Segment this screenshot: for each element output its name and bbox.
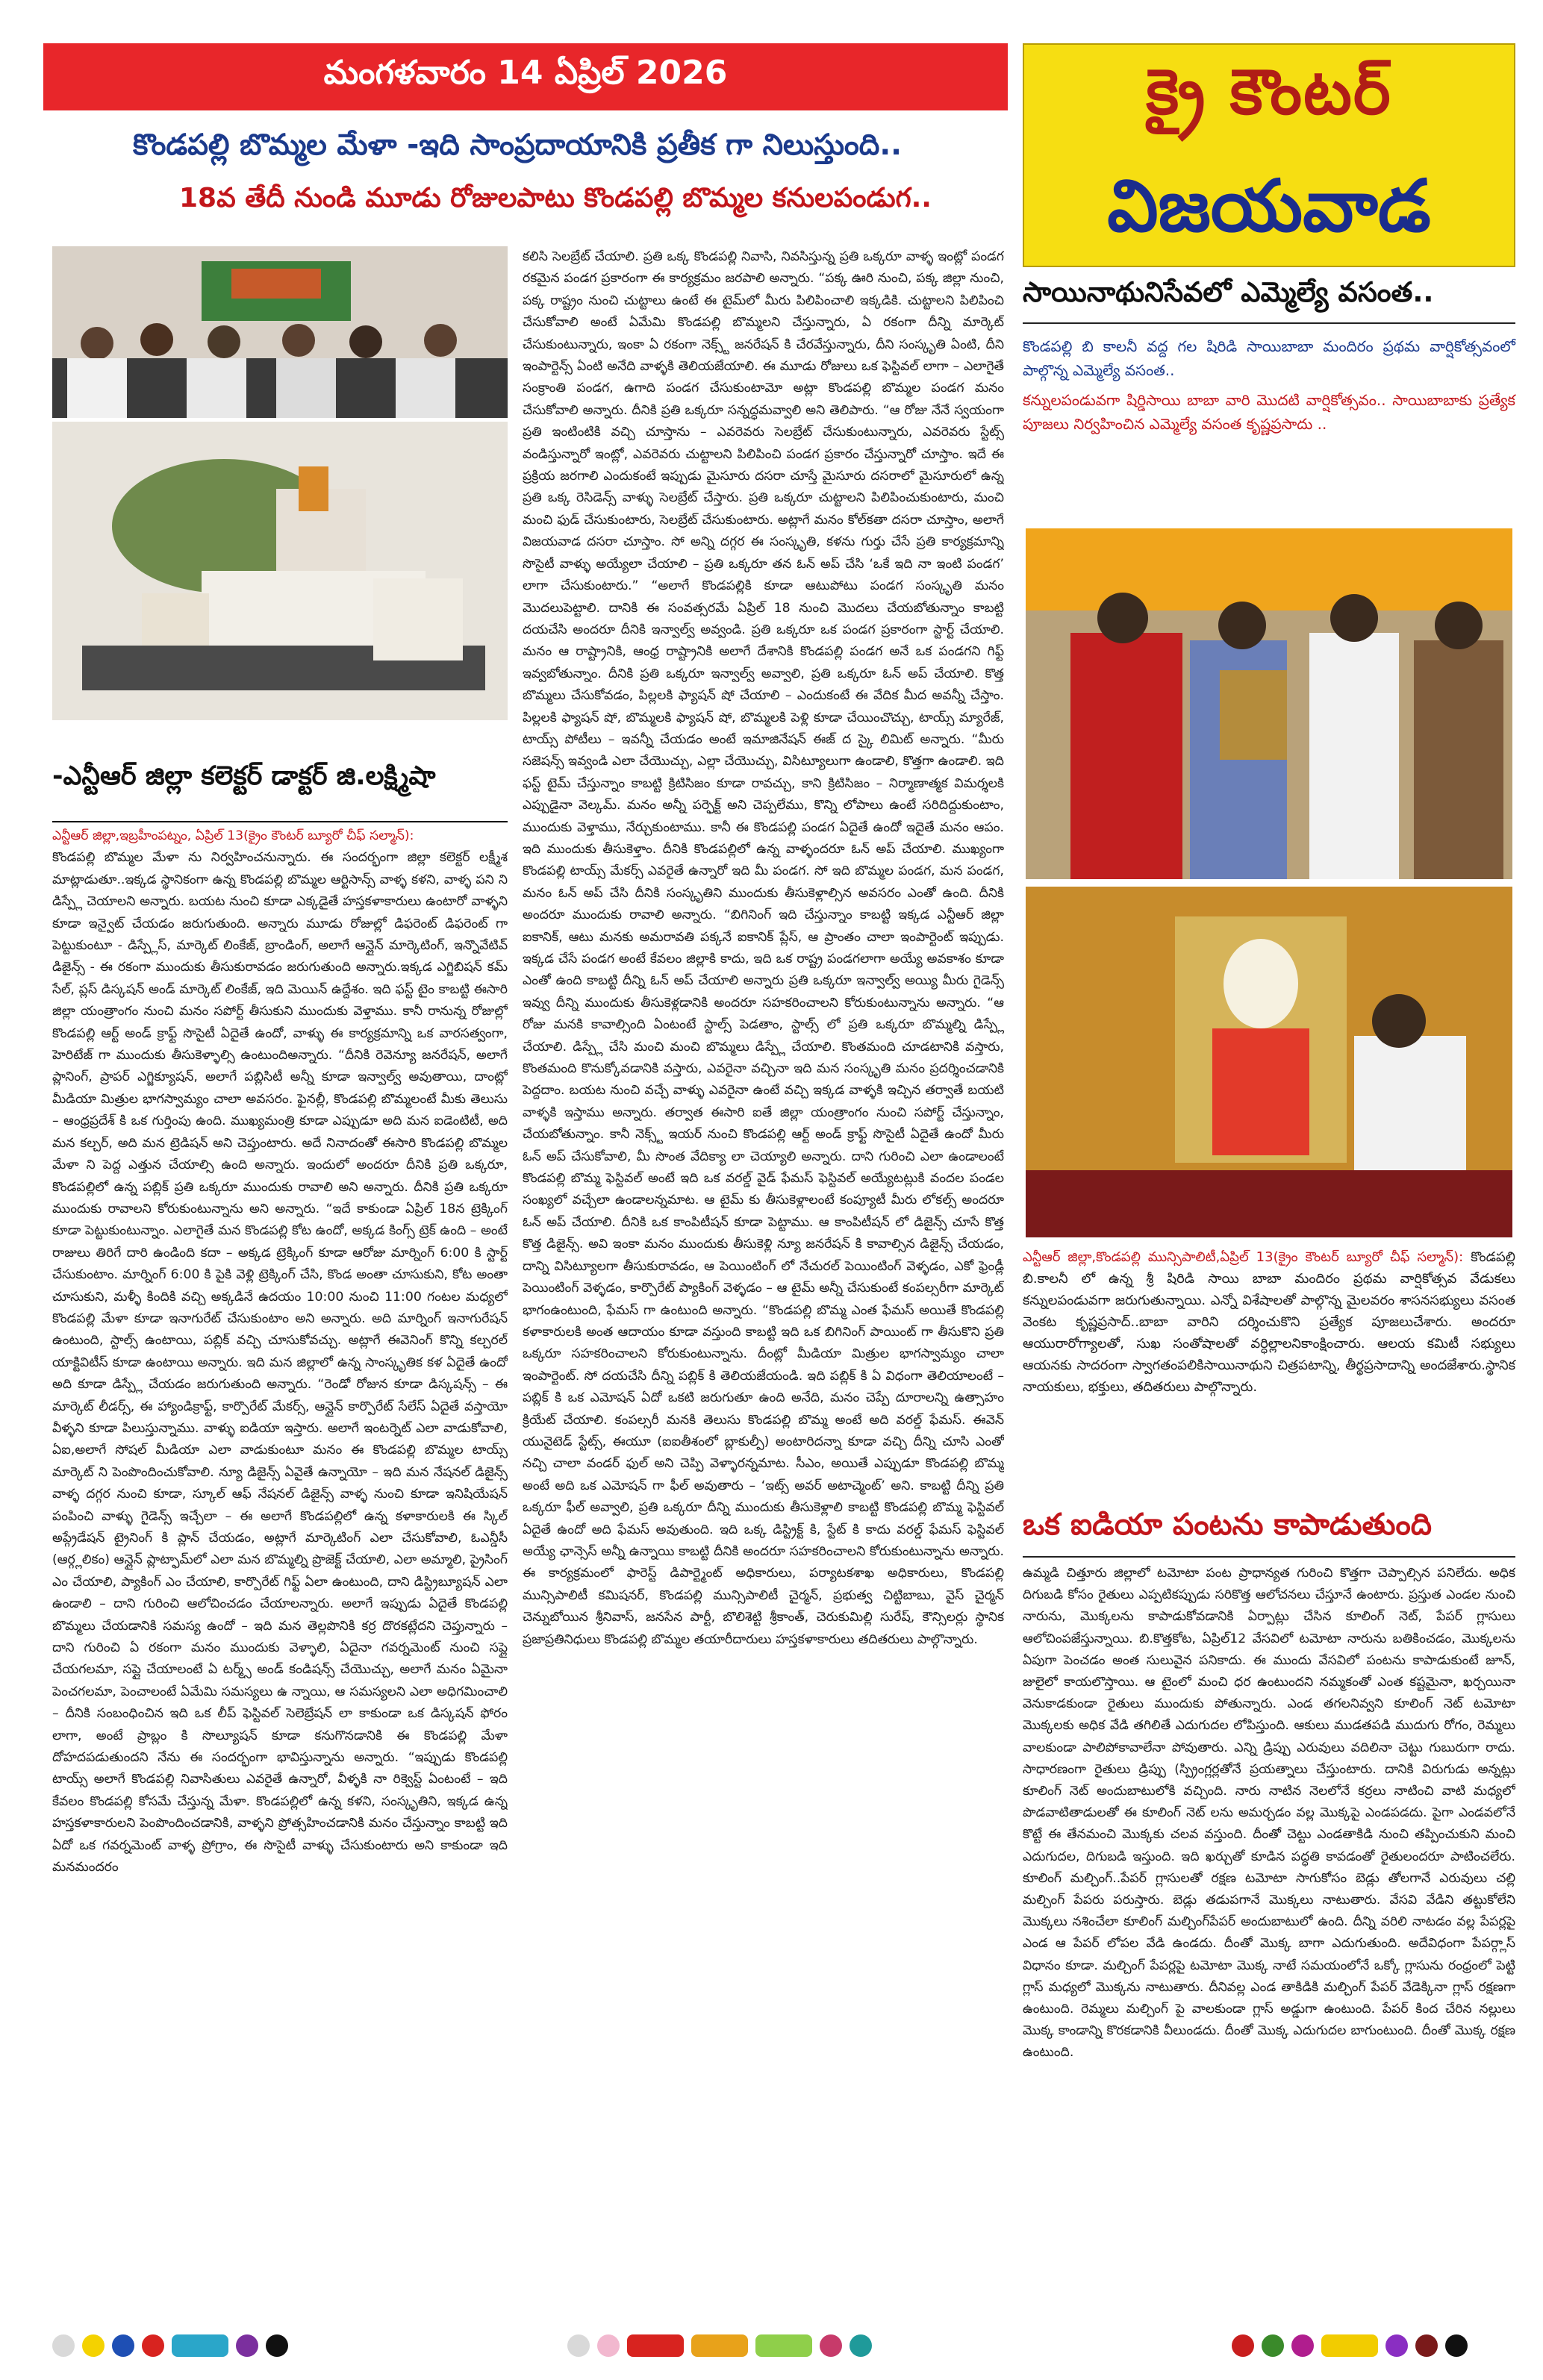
temple-puja-photo [1026,887,1512,1237]
article-column-1 [52,825,508,2311]
color-dot [820,2334,842,2357]
masthead-city: విజయవాడ [1107,164,1431,248]
footer-color-strip-left [52,2334,296,2357]
color-dot [1445,2334,1468,2357]
color-bar [1321,2334,1378,2357]
side-intro-red: కన్నులపండువగా షిర్డిసాయి బాబా వారి మొదటి వార్షికోత్సవం.. సాయిబాబాకు ప్రత్యేక పూజలు నిర్వహించిన ఎమ్మెల్యే వసంత కృష్ణప్రసాదు .. [1023,391,1515,433]
byline: -ఎన్టీఆర్ జిల్లా కలెక్టర్ డాక్టర్ జి.లక్ష్మిషా [52,761,436,791]
color-dot [142,2334,164,2357]
color-dot [82,2334,105,2357]
color-dot [266,2334,288,2357]
side-dateline: ఎన్టీఆర్ జిల్లా,కొండపల్లి మున్సిపాలిటీ,ఏప్రిల్ 13(క్రైం కౌంటర్ బ్యూరో చీఫ్ సల్మాన్): [1023,1249,1464,1265]
date-band [43,43,1008,110]
side-headline-mla: సాయినాథునిసేవలో ఎమ్మెల్యే వసంత.. [1023,276,1434,308]
color-dot [52,2334,75,2357]
side-article-mla [1023,1246,1515,1398]
color-bar [755,2334,812,2357]
masthead-logo [1023,43,1515,267]
color-bar [627,2334,684,2357]
side-body-mla: కొండపల్లి బి.కాలనీ లో ఉన్న శ్రీ షిరిడి సాయి బాబా మందిరం ప్రథమ వార్షికోత్సవ వేడుకలు కన్నులపండువగా జరుగుతున్నాయి. ఎన్నో విశేషాలతో పాల్గొన్న మైలవరం శాసనసభ్యులు వసంత వెంకట కృష్ణప్రసాద్..బాబా వారిని దర్శించుకొని ప్రత్యేక పూజలుచేశారు. అందరూ ఆయురారోగ్యాలతో, సుఖ సంతోషాలతో వర్ధిల్లాలనికాంక్షించారు. ఆలయ కమిటీ సభ్యులు ఆయనకు సాదరంగా స్వాగతంపలికిసాయినాథుని చిత్రపటాన్ని, తీర్థప్రసాదాన్ని అందజేశారు.స్థానిక నాయకులు, భక్తులు, తదితరులు పాల్గొన్నారు. [1023,1249,1515,1395]
color-bar [691,2334,748,2357]
article-dateline: ఎన్టీఆర్ జిల్లా,ఇబ్రహీంపట్నం, ఏప్రిల్ 13(క్రైం కౌంటర్ బ్యూరో చీఫ్ సల్మాన్): [52,828,414,843]
color-dot [1291,2334,1314,2357]
color-dot [1232,2334,1254,2357]
masthead-title: క్రై కౌంటర్ [1146,55,1392,128]
side-rule-2 [1023,1556,1515,1558]
color-dot [1262,2334,1284,2357]
side-body-tomato: ఉమ్మడి చిత్తూరు జిల్లాలో టమోటా పంట ప్రాధాన్యత గురించి కొత్తగా చెప్పాల్సిన పనిలేదు. అధిక దిగుబడి కోసం రైతులు ఎప్పటికప్పుడు సరికొత్త ఆలోచనలు చేస్తూనే ఉంటారు. ప్రస్తుత ఎండల నుంచి నారును, మొక్కలను కాపాడుకోవడానికి ఏర్పాట్లు చేసిన కూలింగ్ నెట్, పేపర్ గ్లాసులు ఆలోచింపజేస్తున్నాయి. బి.కొత్తకోట, ఏప్రిల్12 వేసవిలో టమోటా నారును బతికించడం, మొక్కలను ఏపుగా పెంచడం అంత సులువైన పనికాదు. ఈ ముందు వేసవిలో పంటను కాపాడుకుంటే జూన్, జులైలో కాయలొస్తాయి. ఆ టైంలో మంచి ధర ఉంటుందని నమ్మకంతో ఎంత కష్టమైనా, ఖర్చయినా వెనుకాడకుండా రైతులు ముందుకు పోతున్నారు. ఎండ తగలనివ్వని కూలింగ్ నెట్ టమోటా మొక్కలకు అధిక వేడి తగిలితే ఎదుగుదల లోపిస్తుంది. ఆకులు ముడతపడి ముదుగు రోగం, రెమ్మలు వాలకుండా పాలిపోకావాలేనా పోవుతారు. ఎన్ని డ్రిప్పు ఎరువులు వదిలినా చెట్టు గుబురుగా రాదు. సాధారణంగా రైతులు డ్రిప్పు (స్ప్రింగ్లర్లతోనే ప్రయత్నాలు చేస్తుంటారు. దానికి విరుగుడు అన్నట్లు కూలింగ్ నెట్ అందుబాటులోకి వచ్చింది. నారు నాటిన నెలలోనే కర్రలు నాటించి వాటి మధ్యలో పొడవాటితాడులతో ఈ కూలింగ్ నెట్ లను అమర్చడం వల్ల మొక్కపై ఎండపడదు. పైగా ఎండవలోనే కొట్టే ఈ తేనమంచి మొక్కకు చలవ వస్తుంది. దీంతో చెట్టు ఎండతాకిడి నుంచి తప్పించుకుని మంచి ఎదుగుదల, దిగుబడి ఇస్తుంది. ఇది ఖర్చుతో కూడిన పద్ధతి కావడంతో రైతులందరూ పాటించలేరు. కూలింగ్ మల్చింగ్..పేపర్ గ్లాసులతో రక్షణ టమోటా సాగుకోసం బెడ్లు తోలగానే ఎరువులు చల్లి మల్చింగ్ పేపరు పరుస్తారు. బెడ్లు తడుపగానే మొక్కలు నాటుతారు. వేసవి వేడిని తట్టుకోలేని మొక్కలు నశించేలా కూలింగ్ మల్చింగ్‌పేపర్ అందుబాటులో ఉంది. దీన్ని వరిలి నాటడం వల్ల పేపర్లపై ఎండ ఆ పేపర్ లోపల వేడి ఉండదు. దీంతో మొక్క బాగా ఎదుగుతుంది. అదేవిధంగా పేపర్గ్లాస్ విధానం కూడా. మల్చింగ్ పేపర్లపై టమోటా మొక్క నాటే సమయంలోనే ఒక్కో గ్లాసును రంధ్రంలో పెట్టి గ్లాస్ మధ్యలో మొక్కను నాటుతారు. దీనివల్ల ఎండ తాకిడికి మల్చింగ్ పేపర్ వేడెక్కినా గ్లాస్ రక్షణగా ఉంటుంది. రెమ్మలు మల్చింగ్ పై వాలకుండా గ్లాస్ అడ్డుగా ఉంటుంది. పేపర్ కింద చేరిన నల్లులు మొక్క కాండాన్ని కొరకడానికి వీలుండదు. దీంతో మొక్క ఎదుగుదల బాగుంటుంది. దీంతో మొక్క రక్షణ ఉంటుంది. [1023,1566,1515,2061]
color-dot [1385,2334,1408,2357]
side-rule [1023,322,1515,324]
color-dot [597,2334,620,2357]
article-body-1: కొండపల్లి బొమ్మల మేళా ను నిర్వహించనున్నారు. ఈ సందర్భంగా జిల్లా కలెక్టర్ లక్ష్మీశ మాట్లాడుతూ..ఇక్కడ స్థానికంగా ఉన్న కొండపల్లి బొమ్మల ఆర్టిసాన్స్ వాళ్ళ కళని, వాళ్ళ పని ని డిస్ప్లే చెయాలని అన్నారు. బయట నుంచి కూడా ఎక్కడైతే హస్తకళాకారులు ఉంటారో వాళ్ళని కూడా ఇన్వైట్ చేయడం జరుగుతుంది. అన్నారు మూడు రోజుల్లో డిఫరెంట్ డిఫరెంట్ గా పెట్టుకుంటూ - డిస్ప్లేస్, మార్కెట్ లింకేజ్, బ్రాండింగ్, అలాగే ఆన్లైన్ మార్కెటింగ్, ఇన్నొవేటివ్ డిజైన్స్ - ఈ రకంగా ముందుకు తీసుకురావడం జరుగుతుంది అన్నారు.ఇక్కడ ఎగ్జిబిషన్ కమ్ సేల్, ప్లస్ డిస్కషన్ అండ్ మార్కెట్ లింకేజ్, ఇది మెయిన్ ఉద్దేశం. ఇది ఫస్ట్ టైం కాబట్టి ఈసారి జిల్లా యంత్రాంగం నుంచి మనం సపోర్ట్ తీసుకుని ముందుకు వెళ్తాము. కానీ రానున్న రోజుల్లో కొండపల్లి ఆర్ట్ అండ్ క్రాఫ్ట్ సొసైటీ ఏదైతే ఉందో, వాళ్ళు ఈ కార్యక్రమాన్ని ఒక వారసత్వంగా, హెరిటేజ్ గా ముందుకు తీసుకెళ్ళాల్సి ఉంటుందిఅన్నారు. “దీనికి రెవెన్యూ జనరేషన్, అలాగే ప్లానింగ్, ప్రాపర్ ఎగ్జిక్యూషన్, అలాగే పబ్లిసిటీ అన్నీ కూడా ఇన్వాల్వ్ అవుతాయి, దాంట్లో మీడియా మిత్రుల భాగస్వామ్యం చాలా అవసరం. ఫైనల్లీ, కొండపల్లి బొమ్మలంటే మీకు తెలుసు – ఆంధ్రప్రదేశ్ కి ఒక గుర్తింపు ఉంది. ముఖ్యమంత్రి కూడా ఎప్పుడూ అది మన ఐడెంటిటీ, అది మన కల్చర్, అది మన ట్రెడిషన్ అని చెప్తుంటారు. అదే నినాదంతో ఈసారి కొండపల్లి బొమ్మల మేళా ని పెద్ద ఎత్తున చేయాల్సి ఉంది అన్నారు. ఇందులో అందరూ దీనికి ప్రతి ఒక్కరూ, కొండపల్లిలో ఉన్న పబ్లిక్ ప్రతి ఒక్కరూ ముందుకు రావాలి అని అన్నారు. దీనికి ప్రతి ఒక్కరూ ముందుకు రావాలని కోరుకుంటున్నాను అని అన్నారు. “ఇదే కాకుండా ఏప్రిల్ 18న ట్రెక్కింగ్ కూడా పెట్టుకుంటున్నాం. ఎలాగైతే మన కొండపల్లి కోట ఉందో, అక్కడ కింగ్స్ ట్రెక్ ఉంది – అంటే రాజులు తిరిగే దారి ఉండింది కదా – అక్కడ ట్రెక్కింగ్ కూడా ఆరోజు మార్నింగ్ 6:00 కి స్టార్ట్ చేసుకుంటాం. మార్నింగ్ 6:00 కి పైకి వెళ్లి ట్రెక్కింగ్ చేసి, కొండ అంతా చూసుకుని, కోట అంతా చూసుకుని, మళ్ళీ కిందికి వచ్చి అక్కడినే ఉదయం 10:00 నుంచి 11:00 గంటల మధ్యలో కొండపల్లి మేళా కూడా ఇనాగురేట్ చేసుకుంటాం అని అన్నారు. అది మార్నింగ్ ఇనాగురేషన్ ఉంటుంది, స్టాల్స్ ఉంటాయి, పబ్లిక్ వచ్చి చూసుకోవచ్చు. అట్లాగే ఈవెనింగ్ కొన్ని కల్చరల్ యాక్టివిటీస్ కూడా ఉంటాయి అన్నారు. ఇది మన జిల్లాలో ఉన్న సాంస్కృతిక కళ ఏదైతే ఉందో అది కూడా డిస్ప్లే చేయడం జరుగుతుంది అన్నారు. “రెండో రోజున కూడా డిస్కషన్స్ – ఈ మార్కెట్ లీడర్స్, ఈ హ్యాండిక్రాఫ్ట్, కార్పొరేట్ మేకర్స్, ఆన్లైన్ కార్పొరేట్ సేలేస్ ఏదైతే వస్తాయో వీళ్ళని కూడా పిలుస్తున్నాము. వాళ్ళు ఐడియా ఇస్తారు. అలాగే ఇంటర్నెట్ ఎలా వాడుకోవాలి, ఏఐ,అలాగే సోషల్ మీడియా ఎలా వాడుకుంటూ మనం ఈ కొండపల్లి బొమ్మల టాయ్స్ మార్కెట్ ని పెంపొందించుకోవాలి. న్యూ డిజైన్స్ ఏవైతే ఉన్నాయో – ఇది మన నేషనల్ డిజైన్స్ వాళ్ళ దగ్గర నుంచి కూడా, స్కూల్ ఆఫ్ నేషనల్ డిజైన్స్ వాళ్ళ నుంచి కూడా ఇనిషియేషన్ పంపించి వాళ్ళు గైడెన్స్ ఇచ్చేలా – ఈ అలాగే కొండపల్లిలో ఉన్న కళాకారులకి ఈ స్కిల్ అప్గ్రేడేషన్ ట్రైనింగ్ కి ప్లాన్ చేయడం, అట్లాగే మార్కెటింగ్ ఎలా చేసుకోవాలి, ఓఎన్డీసీ (ఆర్గ్లలికం) ఆన్లైన్ ప్లాట్ఫామ్‌లో ఎలా మన బొమ్మల్ని ప్రొజెక్ట్ చేయాలి, ఎలా అమ్మాలి, ప్రైసింగ్ ఎం చేయాలి, ప్యాకింగ్ ఎం చేయాలి, కార్పొరేట్ గిఫ్ట్ ఏలా ఉంటుంది, దాని డిస్ట్రిబ్యూషన్ ఎలా ఉండాలి – దాని గురించి ఆలోచించడం చేయాలన్నారు. అలాగే ఇప్పుడు ఏదైతే కొండపల్లి బొమ్మలు చేయడానికి సమస్య ఉందో – ఇది మన తెల్లపొనికి కర్ర దొరకట్లేదని చెప్తున్నారు – దాని గురించి ఏ రకంగా మనం ముందుకు వెళ్ళాలి, ఏదైనా గవర్నమెంట్ నుంచి సప్లై చేయగలమా, సప్లై చేయాలంటే ఏ టర్మ్స్ అండ్ కండిషన్స్ చేయొచ్చు, అలాగే మనం ఏమైనా పెంచగలమా, పెంచాలంటే ఏమేమి సమస్యలు ఉ న్నాయి, ఆ సమస్యలని ఎలా అధిగమించాలి – దీనికి సంబంధించిన ఇది ఒక లీప్ ఫెస్టివల్ సెలెబ్రేషన్ లా కాకుండా ఒక డిస్కషన్ ఫోరం లాగా, అంటే ప్రాబ్లం కి సొల్యూషన్ కూడా కనుగొనడానికి ఈ కొండపల్లి మేళా దోహదపడుతుందని నేను ఈ సందర్భంగా భావిస్తున్నాను అన్నారు. “ఇప్పుడు కొండపల్లి టాయ్స్ అలాగే కొండపల్లి నివాసితులు ఎవరైతే ఉన్నారో, వీళ్ళకి నా రిక్వెస్ట్ ఏంటంటే – ఇది కేవలం కొండపల్లి కోసమే చేస్తున్న మేళా. కొండపల్లిలో ఉన్న కళని, సంస్కృతిని, ఇక్కడ ఉన్న హస్తకళాకారులని పెంపొందించడానికి, వాళ్ళని ప్రోత్సహించడానికి మనం చేస్తున్నాం కాబట్టి ఇది ఏదో ఒక గవర్నమెంట్ వాళ్ళ ప్రోగ్రాం, ఈ సొసైటీ వాళ్ళు చేసుకుంటారు అని కాకుండా ఇది మనమందరం [52,850,508,1875]
model-display-photo [52,422,508,720]
main-subheadline: 18వ తేదీ నుండి మూడు రోజులపాటు కొండపల్లి బొమ్మల కనులపండుగ.. [179,183,932,213]
side-headline-tomato: ఒక ఐడియా పంటను కాపాడుతుంది [1023,1508,1432,1542]
date-text: మంగళవారం 14 ఏప్రిల్ 2026 [323,54,728,92]
article-column-2 [523,246,1004,2314]
footer-color-strip-mid [567,2334,879,2357]
press-meet-photo [52,246,508,418]
color-dot [112,2334,134,2357]
color-dot [850,2334,872,2357]
article-body-2: కలిసి సెలబ్రేట్ చేయాలి. ప్రతి ఒక్క కొండపల్లి నివాసి, నివసిస్తున్న ప్రతి ఒక్కరూ వాళ్ళ ఇంట్లో పండగ రకమైన పండగ ప్రకారంగా ఈ కార్యక్రమం జరపాలి అన్నారు. “పక్క ఊరి నుంచి, పక్క జిల్లా నుంచి, పక్క రాష్ట్రం నుంచి చుట్టాలు ఉంటే ఈ టైమ్‌లో మీరు పిలిపించాలి ఇక్కడికి. చుట్టాలని పిలిపించి చేసుకోవాలి అంటే ఏమేమి కొండపల్లి బొమ్మలని చేస్తున్నారు, ఏ రకంగా దీన్ని మార్కెట్ చేసుకుంటున్నారు, ఇంకా ఏ రకంగా నెక్స్ట్ జనరేషన్ కి చేరవేస్తున్నారు, దీని సంస్కృతి ఏంటి, దీని ఇంపార్టెన్స్ ఏంటి అనేది వాళ్ళకి తెలియజేయాలి. ఈ మూడు రోజులు ఒక ఫెస్టివల్ లాగా – ఎలాగైతే సంక్రాంతి పండగ, ఉగాది పండగ చేసుకుంటామో అట్లా కొండపల్లి బొమ్మల పండగ మనం చేసుకోవాలి అన్నారు. దీనికి ప్రతి ఒక్కరూ సన్నద్ధమవ్వాలి అని తెలిపారు. “ఆ రోజు నేనే స్వయంగా ప్రతి ఇంటింటికి వచ్చి చూస్తాను – ఎవరెవరు సెలబ్రేట్ చేసుకుంటున్నారు, ఎవరెవరు స్టేట్స్ వండిస్తున్నారో ఇంట్లో, ఎవరెవరు చుట్టాలని పిలిపించి పండగ ప్రకారం చేస్తున్నారో చూస్తాం. ఇదే ఈ ప్రక్రియ జరగాలి ఎందుకంటే ఇప్పుడు మైసూరు దసరా చూస్తే మైసూరు దసరాలో మైసూరులో ఉన్న ప్రతి ఒక్క రెసిడెన్స్ వాళ్ళు సెలబ్రేట్ చేస్తారు. ప్రతి ఒక్కరూ చుట్టాలని పిలిపించుకుంటారు, మంచి మంచి ఫుడ్ చేసుకుంటారు, సెలబ్రేట్ చేసుకుంటారు. అట్లాగే మనం కోల్‌కతా దసరా చూస్తాం, అలాగే విజయవాడ దసరా చూస్తాం. సో అన్ని దగ్గర ఈ సంస్కృతి, కళను గుర్తు చేసే ప్రతి కార్యక్రమాన్ని సొసైటీ వాళ్ళు అయ్యేలా చేయాలి – ప్రతి ఒక్కరూ తన ఓన్ అప్ చేసి ‘ఒకే ఇది నా ఇంటి పండగ’ లాగా చేసుకుంటారు.” “అలాగే కొండపల్లికి కూడా ఆటుపోటు పండగ సంస్కృతి మనం మొదలుపెట్టాలి. దానికి ఈ సంవత్సరమే ఏప్రిల్ 18 నుంచి మొదలు చేయబోతున్నాం కాబట్టి దయచేసి అందరూ దీనికి ఇన్వాల్వ్ అవ్వండి. ప్రతి ఒక్కరూ ఒక పండగ ప్రకారంగా స్టార్ట్ చేయాలి. మనం ఆ రాష్ట్రానికి, ఆంధ్ర రాష్ట్రానికి అలాగే దేశానికి కొండపల్లి పండగ అనే ఒక పండగని గిఫ్ట్ ఇవ్వబోతున్నాం. దీనికి ప్రతి ఒక్కరూ ఇన్వాల్వ్ అవ్వాలి, ప్రతి ఒక్కరూ ఓన్ అప్ చేయాలి. కొత్త బొమ్మలు చేసుకోవడం, పిల్లలకి ఫ్యాషన్ షో చేయాలి – ఎందుకంటే ఈ వేదిక మీద అవన్నీ చేస్తాం. పిల్లలకి ఫ్యాషన్ షో, బొమ్మలకి ఫ్యాషన్ షో, బొమ్మలకి పెళ్లి కూడా చేయించొచ్చు, టాయ్స్ మ్యారేజ్, టాయ్స్ పోటీలు – ఇవన్నీ చేయడం అంటే ఇమాజినేషన్ ఈజ్ ద స్కై లిమిట్ అన్నారు. “మీరు సజెషన్స్ ఇవ్వండి ఎలా చేయొచ్చు, ఎల్లా చేయొచ్చు, విసిట్యూలుగా ఉండాలి, కొత్తగా ఉండాలి. ఇది ఫస్ట్ టైమ్ చేస్తున్నాం కాబట్టి క్రిటిసిజం కూడా రావచ్చు, కాని క్రిటిసిజం – నిర్మాణాత్మక విమర్శలకి ఎప్పుడైనా వెల్కమ్. మనం అన్నీ పర్ఫెక్ట్ అని చెప్పలేము, కొన్ని లోపాలు ఉంటే సరిదిద్దుకుంటాం, ముందుకు వెళ్తాము, నేర్చుకుంటాము. కానీ ఈ కొండపల్లి పండగ ఏదైతే ఉందో ఇదైతే మనం ఆపం. ఇది ముందుకు తీసుకెళ్తాం. దీనికి కొండపల్లిలో ఉన్న వాళ్ళందరూ ఓన్ అప్ చేయాలి. ముఖ్యంగా కొండపల్లి టాయ్స్ మేకర్స్ ఎవరైతే ఉన్నారో ఇది మీ పండగ. సో ఇది బొమ్మల పండగ, మన పండగ, మనం ఓన్ అప్ చేసి దీనికి సంస్కృతిని ముందుకు తీసుకెళ్లాల్సిన అవసరం ఎంతో ఉంది. దీనికి అందరూ ముందుకు రావాలి అన్నారు. “బిగినింగ్ ఇది చేస్తున్నాం కాబట్టి ఇక్కడ ఎన్టీఆర్ జిల్లా ఐకానిక్, ఆటు మనకు అమరావతి పక్కనే ఐకానిక్ ప్లేస్, ఆ ప్రాంతం చాలా ఇంపార్టెంట్ ఇప్పుడు. ఇక్కడ చేసే పండగ అంటే కేవలం జిల్లాకి కాదు, ఇది ఒక రాష్ట్ర పండగలాగా అయ్యే అవకాశం కూడా ఎంతో ఉంది కాబట్టి దీన్ని ఓన్ అప్ చేయాలి అన్నారు ప్రతి ఒక్కరూ ఇన్వాల్వ్ అయ్యి మీరు గైడెన్స్ ఇవ్వు దీన్ని ముందుకు తీసుకెళ్లడానికి అందరూ సహకరించాలని కోరుకుంటున్నాను అన్నారు. “ఆ రోజు మనకి కావాల్సింది ఏంటంటే స్టాల్స్ పెడతాం, స్టాల్స్ లో ప్రతి ఒక్కరూ బొమ్మల్ని డిస్ప్లే చేయాలి. డిస్ప్లే చేసి మంచి మంచి బొమ్మలు డిస్ప్లే చేయాలి. కొంతమంది చూడటానికి వస్తారు, కొంతమంది కొనుక్కోవడానికి వస్తారు, ఎవరైనా వచ్చినా ఇది మన సంస్కృతి మనం ప్రదర్శించడానికి పెద్దదాం. బయట నుంచి వచ్చే వాళ్ళు ఎవరైనా ఉంటే వచ్చి ఇక్కడ వాళ్ళకి ఇచ్చిన తర్వాతే బయటి వాళ్ళకి ఇస్తాము అన్నారు. తర్వాత ఈసారి ఐతే జిల్లా యంత్రాంగం నుంచి సపోర్ట్ చేస్తున్నాం, చేయబోతున్నాం. కానీ నెక్స్ట్ ఇయర్ నుంచి కొండపల్లి ఆర్ట్ అండ్ క్రాఫ్ట్ సొసైటీ ఏదైతే ఉందో మీరు ఓన్ అప్ చేసుకోవాలి, మీ సొంత వేదిక్యా లా చెయ్యాలి అన్నారు. దాని గురించి ఎలా ఉండాలంటే కొండపల్లి బొమ్మ ఫెస్టివల్ అంటే ఇది ఒక వరల్డ్ వైడ్ ఫేమస్ ఫెస్టివల్ అయ్యేటట్లుకి వందల పండల సంఖ్యలో వచ్చేలా ఉండాలన్నమాట. ఆ టైమ్ కు తీసుకెళ్లాలంటే కంప్యూటీ మీరు లోకల్స్ అందరూ ఓన్ అప్ చేయాలి. దీనికి ఒక కాంపిటీషన్ కూడా పెట్టాము. ఆ కాంపిటీషన్ లో డిజైన్స్ చూసే కొత్త కొత్త డిజైన్స్. అవి ఇంకా మనం ముందుకు తీసుకెళ్లి న్యూ జనరేషన్ కి కావాల్సిన డిజైన్స్ చేయడం, దాన్ని విసిట్యూలగా తీసుకురావడం, ఆ పెయింటింగ్ లో నేచురల్ పెయింటింగ్ వెళ్ళడం, ఎకో ఫ్రెండ్లీ పెయింటింగ్ వెళ్ళడం, కార్పొరేట్ ప్యాకింగ్ వెళ్ళడం – ఆ టైమ్ అన్నీ చేసుకుంటే కంపల్సరీగా మార్కెట్ భాగంఉంటుంది, ఫేమస్ గా ఉంటుంది అన్నారు. “కొండపల్లి బొమ్మ ఎంత ఫేమస్ అయితే కొండపల్లి కళాకారులకి అంత ఆదాయం కూడా వస్తుంది కాబట్టి ఇది ఒక బిగినింగ్ పాయింట్ గా తీసుకొని ప్రతి ఒక్కరూ సహకరించాలని కోరుకుంటున్నాను. దీంట్లో మీడియా మిత్రుల భాగస్వామ్యం చాలా ఇంపార్టెంట్. సో దయచేసి దీన్ని పబ్లిక్ కి తెలియజేయండి. ఇది పబ్లిక్ కి ఏ విధంగా తెలియాలంటే – పబ్లిక్ కి ఒక ఎమోషన్ ఏదో ఒకటి జరుగుతూ ఉంది అనేది, మనం చెప్పే దూరాలన్ని ఉత్సాహం క్రియేట్ చేయాలి. కంపల్సరీ మనకి తెలుసు కొండపల్లి బొమ్మ అంటే అది వరల్డ్ ఫేమస్. ఈవెన్ యునైటెడ్ స్టేట్స్, ఈయూ (ఐఐతీశంలో బ్లాకుల్పీ) అంటారిదన్నా కూడా వచ్చి దీన్ని చూసి ఎంతో నచ్చి చాలా వండర్ ఫుల్ అని చెప్పి వెళ్ళారన్నమాట. సీఎం, అయితే ఎప్పుడూ కొండపల్లి బొమ్మ అంటే అది ఒక ఎమోషన్ గా ఫీల్ అవుతారు – ‘ఇట్స్ అవర్ అటాచ్మెంట్’ అని. కాబట్టి దీన్ని ప్రతి ఒక్కరూ ఫీల్ అవ్వాలి, ప్రతి ఒక్కరూ దీన్ని ముందుకు తీసుకెళ్లాలి కాబట్టి కొండపల్లి బొమ్మ ఫెస్టివల్ ఏదైతే ఉందో అది ఫేమస్ అవుతుంది. ఇది ఒక్క డిస్ట్రిక్ట్ కి, స్టేట్ కి కాదు వరల్డ్ ఫేమస్ ఫెస్టివల్ అయ్యే ఛాన్సెస్ అన్నీ ఉన్నాయి కాబట్టి దీనికి అందరూ సహకరించాలని కోరుకుంటున్నాను అన్నారు. ఈ కార్యక్రమంలో ఫారెస్ట్ డిపార్ట్మెంట్ అధికారులు, పర్యాటకశాఖ అధికారులు, కొండపల్లి మున్సిపాలిటీ కమిషనర్, కొండపల్లి మున్సిపాలిటీ చైర్మన్, ప్రభుత్వ చిట్టిబాబు, వైస్ చైర్మన్ చెన్నుబోయిన శ్రీనివాస్, జనసేన పార్టీ, బొలిశెట్టి శ్రీకాంత్, చెరుకుమిల్లి సురేష్, కౌన్సిలర్లు స్థానిక ప్రజాప్రతినిధులు కొండపల్లి బొమ్మల తయారీదారులు హస్తకళాకారులు తదితరులు పాల్గొన్నారు. [523,249,1004,1647]
byline-rule [52,821,508,822]
color-bar [172,2334,228,2357]
color-dot [1415,2334,1438,2357]
color-dot [567,2334,590,2357]
color-dot [236,2334,258,2357]
mla-felicitation-photo [1026,528,1512,879]
side-intro-blue: కొండపల్లి బి కాలనీ వద్ద గల షిరిడి సాయిబాబా మందిరం ప్రథమ వార్షికోత్సవంలో పాల్గొన్న ఎమ్మెల్యే వసంత.. [1023,337,1515,379]
footer-color-strip-right [1232,2334,1475,2357]
main-headline: కొండపల్లి బొమ్మల మేళా -ఇది సాంప్రదాయానికి ప్రతీక గా నిలుస్తుంది.. [133,128,902,162]
